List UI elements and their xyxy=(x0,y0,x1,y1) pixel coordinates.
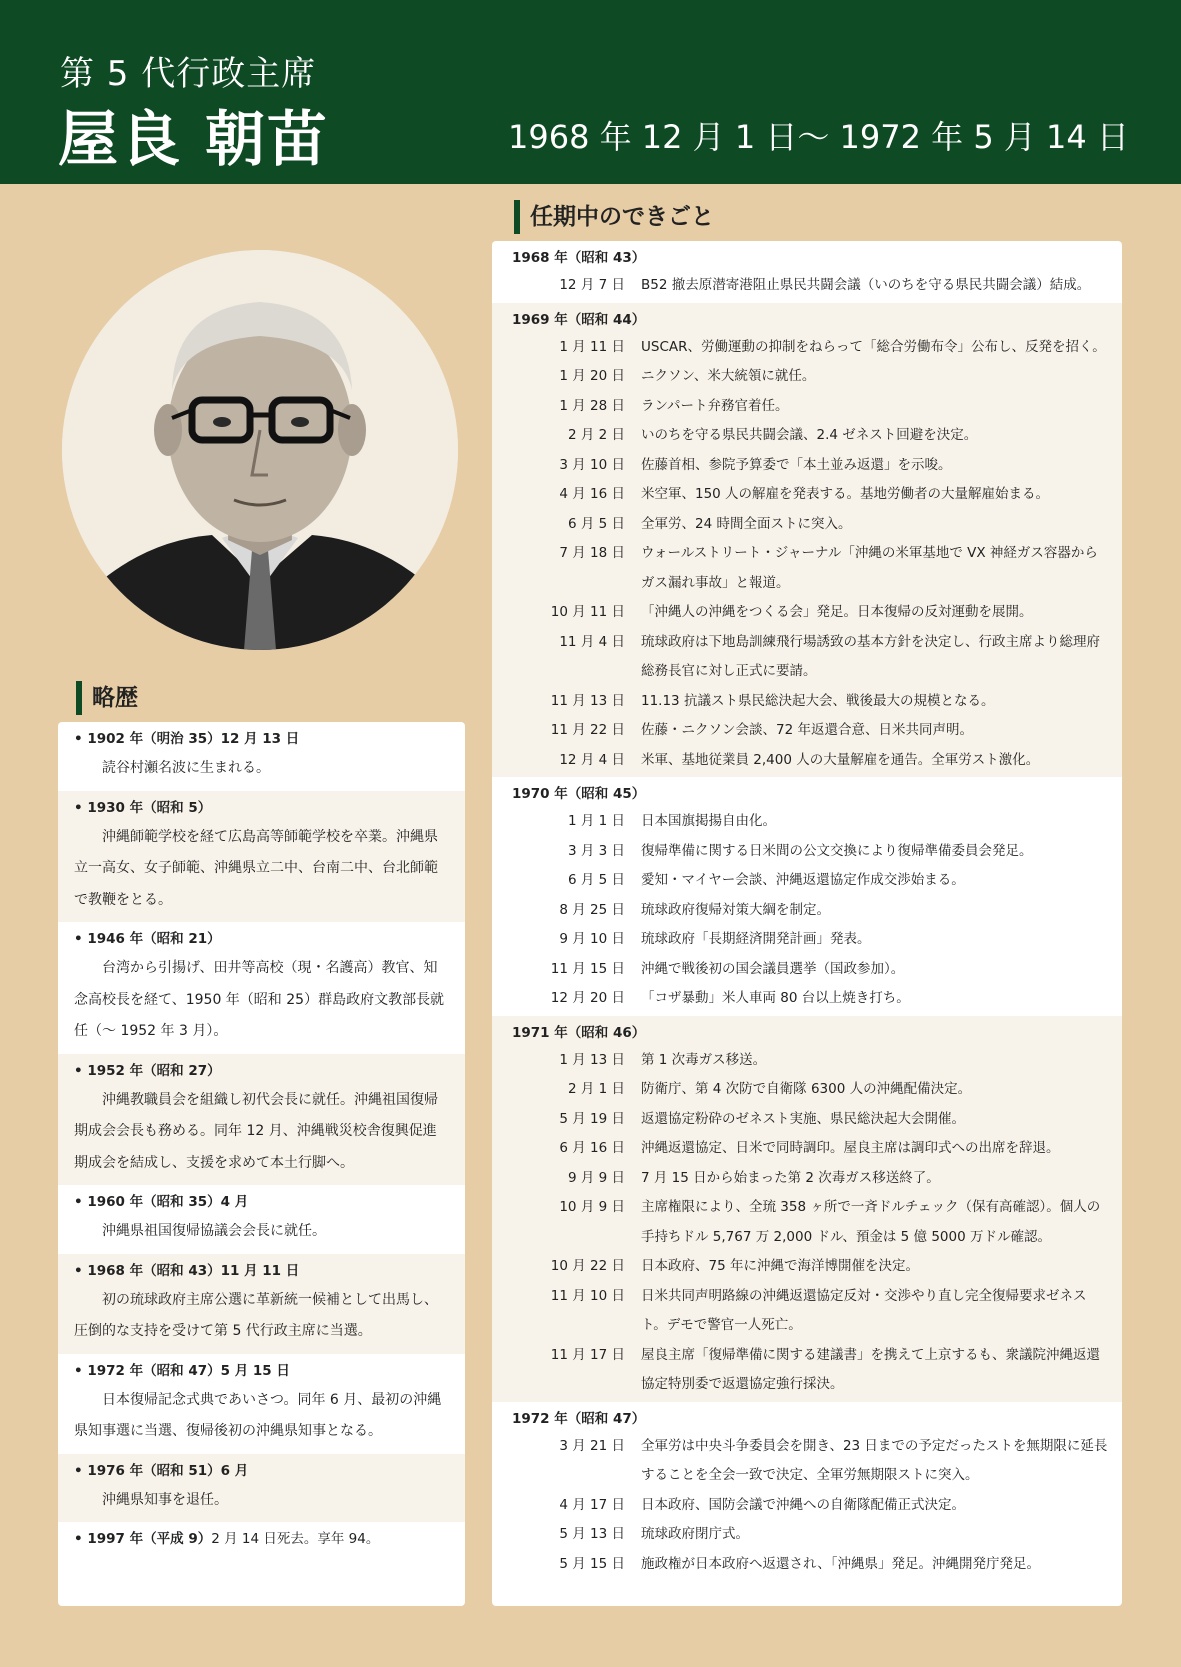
event-row xyxy=(512,598,1108,628)
event-text: 琉球政府「長期経済開発計画」発表。 xyxy=(641,931,871,947)
event-text: 「沖縄人の沖縄をつくる会」発足。日本復帰の反対運動を展開。 xyxy=(641,604,1033,620)
event-date: 2 月 1 日 xyxy=(567,1081,625,1097)
event-row xyxy=(512,333,1108,363)
event-text: 全軍労は中央斗争委員会を開き、23 日までの予定だったストを無期限に延長することを全会一致で決定、全軍労無期限ストに突入。 xyxy=(641,1437,1108,1483)
event-row xyxy=(512,392,1108,422)
event-row xyxy=(512,955,1108,985)
bio-entry-date: 1946 年（昭和 21） xyxy=(87,931,221,947)
header-subtitle: 第 5 代行政主席 xyxy=(60,54,317,94)
events-panel xyxy=(492,241,1122,1606)
bio-entry-text: 日本復帰記念式典であいさつ。同年 6 月、最初の沖縄県知事選に当選、復帰後初の沖縄県知事となる。 xyxy=(74,1391,442,1439)
event-text: 佐藤・ニクソン会談、72 年返還合意、日米共同声明。 xyxy=(641,722,973,738)
bio-entry-heading: • 1976 年（昭和 51）6 月 xyxy=(74,1462,249,1479)
event-date: 12 月 7 日 xyxy=(559,277,625,293)
year-block xyxy=(492,303,1122,778)
year-block xyxy=(492,1016,1122,1402)
event-row xyxy=(512,1134,1108,1164)
event-date: 6 月 5 日 xyxy=(567,872,625,888)
event-text: 返還協定粉砕のゼネスト実施、県民総決起大会開催。 xyxy=(641,1110,965,1127)
bio-entry xyxy=(58,722,465,791)
bio-entry-date: 1902 年（明治 35）12 月 13 日 xyxy=(87,731,300,747)
bio-entry-text: 読谷村瀬名波に生まれる。 xyxy=(102,760,270,776)
bio-entry-inline-text: 2 月 14 日死去。享年 94。 xyxy=(211,1531,380,1547)
event-row xyxy=(512,687,1108,717)
year-heading: 1971 年（昭和 46） xyxy=(512,1024,646,1041)
bio-entry-heading: • 1946 年（昭和 21） xyxy=(74,931,221,947)
biography-panel xyxy=(58,722,465,1606)
event-text: いのちを守る県民共闘会議、2.4 ゼネスト回避を決定。 xyxy=(641,427,978,443)
event-row xyxy=(512,421,1108,451)
bio-entry-heading: • 1902 年（明治 35）12 月 13 日 xyxy=(74,731,300,747)
event-date: 6 月 5 日 xyxy=(567,515,625,532)
event-date: 4 月 16 日 xyxy=(559,486,625,502)
event-date: 10 月 11 日 xyxy=(550,604,625,620)
bio-entry-date: 1972 年（昭和 47）5 月 15 日 xyxy=(87,1362,290,1379)
bio-entry-date: 1952 年（昭和 27） xyxy=(87,1062,221,1079)
year-heading: 1970 年（昭和 45） xyxy=(512,786,646,802)
event-text: 施政権が日本政府へ返還され、「沖縄県」発足。沖縄開発庁発足。 xyxy=(641,1555,1041,1572)
event-row xyxy=(512,1341,1108,1400)
event-row xyxy=(512,984,1108,1014)
event-date: 10 月 9 日 xyxy=(559,1199,625,1215)
event-text: 沖縄返還協定、日米で同時調印。屋良主席は調印式への出席を辞退。 xyxy=(641,1140,1060,1156)
event-text: 米軍、基地従業員 2,400 人の大量解雇を通告。全軍労スト激化。 xyxy=(641,751,1040,768)
event-date: 11 月 17 日 xyxy=(550,1346,625,1363)
portrait-illustration xyxy=(62,250,458,650)
event-row xyxy=(512,746,1108,776)
event-row xyxy=(512,1164,1108,1194)
event-date: 11 月 10 日 xyxy=(550,1287,625,1304)
event-date: 1 月 13 日 xyxy=(559,1051,625,1068)
event-row xyxy=(512,837,1108,867)
event-text: 佐藤首相、参院予算委で「本土並み返還」を示唆。 xyxy=(641,456,952,473)
event-row xyxy=(512,539,1108,598)
header-banner xyxy=(0,0,1181,184)
event-text: 日本政府、国防会議で沖縄への自衛隊配備正式決定。 xyxy=(641,1496,965,1513)
bio-entry-date: 1930 年（昭和 5） xyxy=(87,799,212,816)
event-row xyxy=(512,896,1108,926)
event-row xyxy=(512,716,1108,746)
event-text: 7 月 15 日から始まった第 2 次毒ガス移送終了。 xyxy=(641,1169,940,1186)
bio-entry-text: 初の琉球政府主席公選に革新統一候補として出馬し、圧倒的な支持を受けて第 5 代行政主席に当選。 xyxy=(74,1291,438,1339)
event-row xyxy=(512,1550,1108,1580)
event-text: USCAR、労働運動の抑制をねらって「総合労働布令」公布し、反発を招く。 xyxy=(641,338,1106,355)
event-text: 日本政府、75 年に沖縄で海洋博開催を決定。 xyxy=(641,1258,919,1274)
header-term: 1968 年 12 月 1 日〜 1972 年 5 月 14 日 xyxy=(508,118,1129,156)
event-row xyxy=(512,1520,1108,1550)
biography-title: 略歴 xyxy=(76,681,138,715)
bio-entry-heading: • 1952 年（昭和 27） xyxy=(74,1062,221,1079)
event-text: ウォールストリート・ジャーナル「沖縄の米軍基地で VX 神経ガス容器からガス漏れ事故」と報道。 xyxy=(641,545,1098,591)
event-text: 防衛庁、第 4 次防で自衛隊 6300 人の沖縄配備決定。 xyxy=(641,1081,972,1097)
event-text: B52 撤去原潜寄港阻止県民共闘会議（いのちを守る県民共闘会議）結成。 xyxy=(641,277,1091,293)
event-row xyxy=(512,1432,1108,1491)
event-text: 琉球政府閉庁式。 xyxy=(641,1526,749,1542)
event-date: 11 月 22 日 xyxy=(550,722,625,738)
event-date: 1 月 1 日 xyxy=(567,813,625,829)
event-text: 「コザ暴動」米人車両 80 台以上焼き打ち。 xyxy=(641,990,910,1006)
bio-entry xyxy=(58,1054,465,1186)
event-row xyxy=(512,1282,1108,1341)
event-date: 1 月 11 日 xyxy=(559,338,625,355)
header-name: 屋良 朝苗 xyxy=(58,105,329,175)
event-row xyxy=(512,1105,1108,1135)
bio-entry xyxy=(58,1522,465,1559)
bio-entry-heading: • 1968 年（昭和 43）11 月 11 日 xyxy=(74,1262,300,1279)
bio-entry-heading: • 1997 年（平成 9）2 月 14 日死去。享年 94。 xyxy=(74,1531,380,1547)
event-text: 愛知・マイヤー会談、沖縄返還協定作成交渉始まる。 xyxy=(641,872,965,888)
event-row xyxy=(512,866,1108,896)
bio-entry-date: 1968 年（昭和 43）11 月 11 日 xyxy=(87,1262,300,1279)
event-date: 3 月 21 日 xyxy=(559,1437,625,1454)
event-text: 琉球政府復帰対策大綱を制定。 xyxy=(641,901,830,918)
event-date: 9 月 9 日 xyxy=(567,1169,625,1186)
bio-entry-text: 沖縄師範学校を経て広島高等師範学校を卒業。沖縄県立一高女、女子師範、沖縄県立二中、台南二中、台北師範で教鞭をとる。 xyxy=(74,828,438,908)
event-date: 11 月 15 日 xyxy=(550,960,625,977)
event-date: 11 月 4 日 xyxy=(559,633,625,650)
year-heading: 1969 年（昭和 44） xyxy=(512,311,646,328)
event-date: 3 月 3 日 xyxy=(567,842,625,859)
event-text: 日本国旗掲揚自由化。 xyxy=(641,813,776,829)
event-row xyxy=(512,362,1108,392)
event-date: 11 月 13 日 xyxy=(550,692,625,709)
event-row xyxy=(512,1075,1108,1105)
portrait-photo xyxy=(62,250,458,650)
event-date: 5 月 19 日 xyxy=(559,1110,625,1127)
event-date: 7 月 18 日 xyxy=(559,545,625,561)
event-text: 米空軍、150 人の解雇を発表する。基地労働者の大量解雇始まる。 xyxy=(641,486,1050,502)
bio-entry-text: 沖縄教職員会を組織し初代会長に就任。沖縄祖国復帰期成会会長も務める。同年 12 月、沖縄戦災校舎復興促進期成会を結成し、支援を求めて本土行脚へ。 xyxy=(74,1091,438,1171)
event-row xyxy=(512,1491,1108,1521)
bio-entry xyxy=(58,1454,465,1523)
event-text: 琉球政府は下地島訓練飛行場誘致の基本方針を決定し、行政主席より総理府総務長官に対し正式に要請。 xyxy=(641,633,1100,679)
bio-entry-heading: • 1972 年（昭和 47）5 月 15 日 xyxy=(74,1362,290,1379)
event-text: 第 1 次毒ガス移送。 xyxy=(641,1051,767,1068)
event-row xyxy=(512,925,1108,955)
event-row xyxy=(512,271,1108,301)
bio-entry xyxy=(58,1354,465,1454)
bio-entry-date: 1960 年（昭和 35）4 月 xyxy=(87,1194,249,1210)
event-date: 10 月 22 日 xyxy=(550,1258,625,1274)
year-block xyxy=(492,241,1122,303)
event-text: 主席権限により、全琉 358 ヶ所で一斉ドルチェック（保有高確認）。個人の手持ちドル 5,767 万 2,000 ドル、預金は 5 億 5000 万ドル確認。 xyxy=(641,1199,1101,1245)
event-date: 9 月 10 日 xyxy=(559,931,625,947)
event-date: 1 月 20 日 xyxy=(559,368,625,384)
events-title: 任期中のできごと xyxy=(514,200,714,234)
bio-entry xyxy=(58,1185,465,1254)
bio-entry xyxy=(58,791,465,923)
event-text: 復帰準備に関する日米間の公文交換により復帰準備委員会発足。 xyxy=(641,842,1033,859)
bio-entry-date: 1997 年（平成 9） xyxy=(87,1531,212,1547)
bio-entry-text: 台湾から引揚げ、田井等高校（現・名護高）教官、知念高校長を経て、1950 年（昭和 25）群島政府文教部長就任（〜 1952 年 3 月）。 xyxy=(74,960,445,1039)
event-date: 5 月 13 日 xyxy=(559,1526,625,1542)
event-text: ニクソン、米大統領に就任。 xyxy=(641,368,816,384)
bio-entry-heading: • 1960 年（昭和 35）4 月 xyxy=(74,1194,249,1210)
event-date: 8 月 25 日 xyxy=(559,901,625,918)
event-row xyxy=(512,628,1108,687)
event-date: 3 月 10 日 xyxy=(559,456,625,473)
event-date: 4 月 17 日 xyxy=(559,1496,625,1513)
event-row xyxy=(512,1193,1108,1252)
year-heading: 1968 年（昭和 43） xyxy=(512,250,646,266)
bio-entry xyxy=(58,922,465,1054)
event-date: 2 月 2 日 xyxy=(567,427,625,443)
event-row xyxy=(512,1046,1108,1076)
bio-entry-heading: • 1930 年（昭和 5） xyxy=(74,799,212,816)
event-date: 6 月 16 日 xyxy=(559,1140,625,1156)
event-text: ランパート弁務官着任。 xyxy=(641,397,789,414)
year-block xyxy=(492,1402,1122,1582)
event-row xyxy=(512,807,1108,837)
event-date: 12 月 4 日 xyxy=(559,751,625,768)
bio-entry-text: 沖縄県祖国復帰協議会会長に就任。 xyxy=(102,1223,326,1239)
bio-entry-text: 沖縄県知事を退任。 xyxy=(102,1491,228,1508)
bio-entry xyxy=(58,1254,465,1354)
bio-entry-date: 1976 年（昭和 51）6 月 xyxy=(87,1462,249,1479)
event-row xyxy=(512,480,1108,510)
year-block xyxy=(492,777,1122,1016)
event-text: 全軍労、24 時間全面ストに突入。 xyxy=(641,515,852,532)
event-date: 12 月 20 日 xyxy=(550,990,625,1006)
event-text: 沖縄で戦後初の国会議員選挙（国政参加）。 xyxy=(641,960,905,977)
event-text: 屋良主席「復帰準備に関する建議書」を携えて上京するも、衆議院沖縄返還協定特別委で返還協定強行採決。 xyxy=(641,1346,1100,1392)
event-text: 11.13 抗議スト県民総決起大会、戦後最大の規模となる。 xyxy=(641,692,995,709)
event-date: 1 月 28 日 xyxy=(559,397,625,414)
event-text: 日米共同声明路線の沖縄返還協定反対・交渉やり直し完全復帰要求ゼネスト。デモで警官一人死亡。 xyxy=(641,1287,1087,1333)
event-row xyxy=(512,510,1108,540)
event-date: 5 月 15 日 xyxy=(559,1555,625,1572)
event-row xyxy=(512,1252,1108,1282)
event-row xyxy=(512,451,1108,481)
year-heading: 1972 年（昭和 47） xyxy=(512,1410,646,1427)
